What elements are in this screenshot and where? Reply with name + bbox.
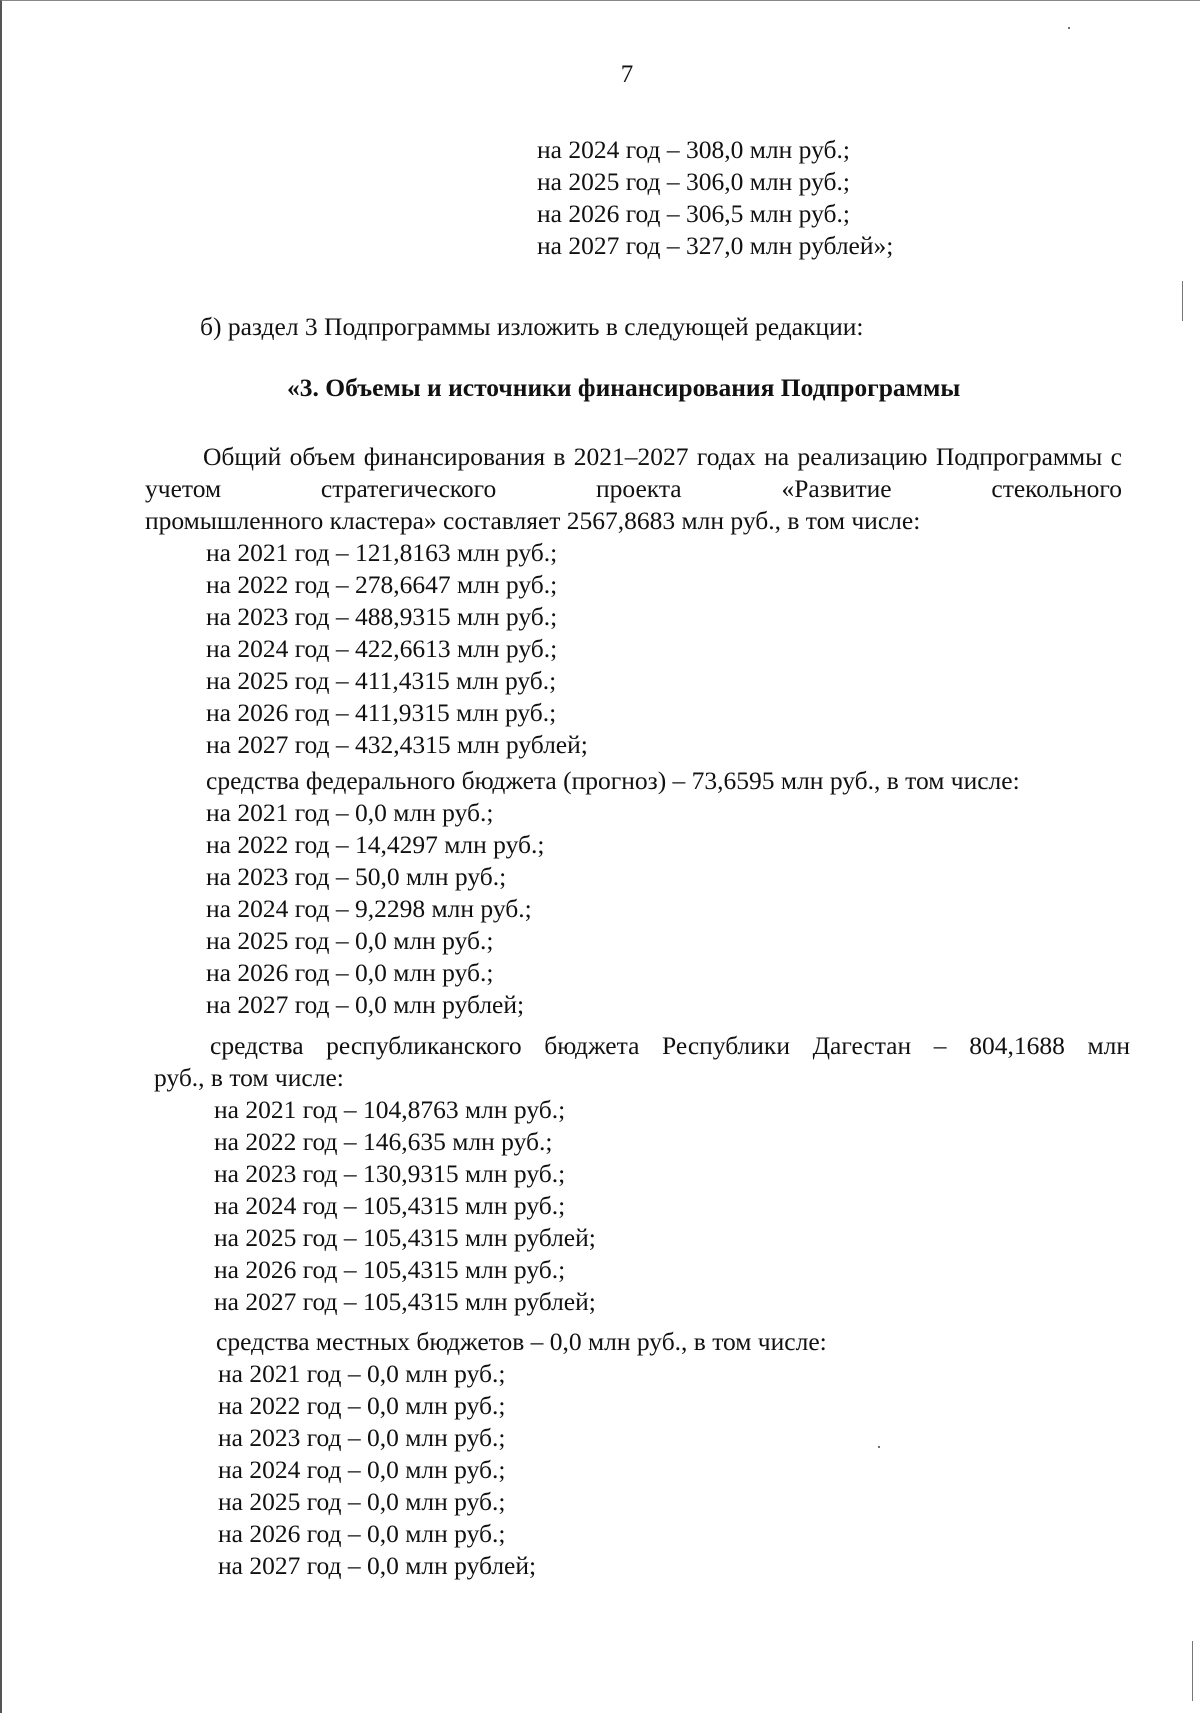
republic-budget-list [214, 1094, 596, 1318]
list-item: на 2026 год – 306,5 млн руб.; [537, 199, 850, 228]
amendment-point-b: б) раздел 3 Подпрограммы изложить в следующей редакции: [200, 312, 864, 341]
list-item: на 2021 год – 0,0 млн руб.; [218, 1359, 506, 1388]
list-item: на 2022 год – 14,4297 млн руб.; [206, 830, 545, 859]
list-item: на 2027 год – 105,4315 млн рублей; [214, 1287, 596, 1316]
total-by-year-list [206, 537, 588, 761]
republic-budget-head: средства республиканского бюджета Республики Дагестан – 804,1688 млн [210, 1031, 1130, 1060]
intro-paragraph: Общий объем финансирования в 2021–2027 годах на реализацию Подпрограммы с учетом стратегического проекта «Развитие стекольного [145, 442, 1122, 503]
section-heading: «3. Объемы и источники финансирования Подпрограммы [287, 373, 961, 402]
list-item: на 2024 год – 308,0 млн руб.; [537, 135, 850, 164]
list-item: на 2025 год – 411,4315 млн руб.; [206, 666, 557, 695]
list-item: на 2023 год – 488,9315 млн руб.; [206, 602, 558, 631]
list-item: на 2022 год – 0,0 млн руб.; [218, 1391, 506, 1420]
list-item: на 2026 год – 0,0 млн руб.; [206, 958, 494, 987]
list-item: на 2022 год – 146,635 млн руб.; [214, 1127, 553, 1156]
list-item: на 2023 год – 130,9315 млн руб.; [214, 1159, 566, 1188]
list-item: на 2022 год – 278,6647 млн руб.; [206, 570, 558, 599]
scan-speck [878, 1446, 880, 1448]
list-item: на 2024 год – 9,2298 млн руб.; [206, 894, 532, 923]
list-item: на 2024 год – 0,0 млн руб.; [218, 1455, 506, 1484]
federal-budget-block [206, 765, 1020, 1021]
list-item: на 2027 год – 0,0 млн рублей; [218, 1551, 537, 1580]
list-item: на 2025 год – 105,4315 млн рублей; [214, 1223, 596, 1252]
list-item: на 2025 год – 0,0 млн руб.; [218, 1487, 506, 1516]
list-item: на 2021 год – 104,8763 млн руб.; [214, 1095, 566, 1124]
scan-edge-mark [1182, 281, 1183, 321]
list-item: на 2024 год – 422,6613 млн руб.; [206, 634, 558, 663]
previous-section-tail [537, 134, 893, 262]
intro-paragraph-last-line: промышленного кластера» составляет 2567,8683 млн руб., в том числе: [145, 506, 921, 535]
list-item: на 2026 год – 105,4315 млн руб.; [214, 1255, 566, 1284]
local-budget-list [218, 1358, 536, 1582]
list-item: на 2023 год – 0,0 млн руб.; [218, 1423, 506, 1452]
list-item: на 2024 год – 105,4315 млн руб.; [214, 1191, 566, 1220]
list-item: на 2027 год – 327,0 млн рублей»; [537, 231, 894, 260]
local-budget-head: средства местных бюджетов – 0,0 млн руб., в том числе: [216, 1327, 827, 1356]
list-item: на 2025 год – 306,0 млн руб.; [537, 167, 850, 196]
list-item: на 2026 год – 411,9315 млн руб.; [206, 698, 557, 727]
federal-budget-head: средства федерального бюджета (прогноз) – 73,6595 млн руб., в том числе: [206, 766, 1020, 795]
list-item: на 2027 год – 0,0 млн рублей; [206, 990, 525, 1019]
list-item: на 2026 год – 0,0 млн руб.; [218, 1519, 506, 1548]
list-item: на 2025 год – 0,0 млн руб.; [206, 926, 494, 955]
list-item: на 2021 год – 0,0 млн руб.; [206, 798, 494, 827]
scan-edge-mark [1192, 1641, 1193, 1701]
list-item: на 2027 год – 432,4315 млн рублей; [206, 730, 588, 759]
page-number: 7 [620, 61, 634, 88]
scan-speck [1068, 27, 1070, 29]
list-item: на 2023 год – 50,0 млн руб.; [206, 862, 507, 891]
republic-budget-head-continued: руб., в том числе: [154, 1063, 344, 1092]
list-item: на 2021 год – 121,8163 млн руб.; [206, 538, 558, 567]
